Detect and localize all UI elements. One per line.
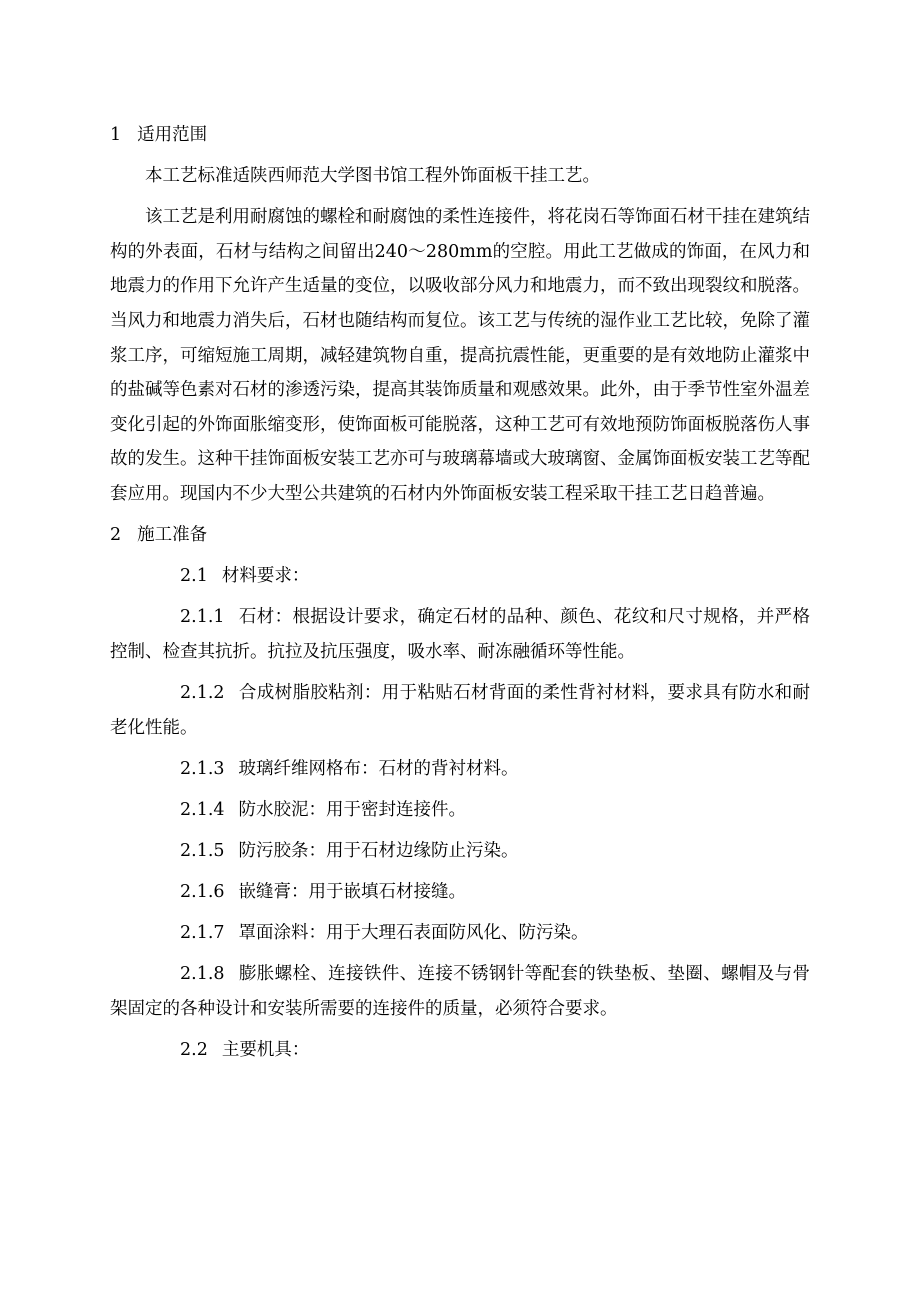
item-number: 2.1.7 [180, 922, 225, 943]
item-text: 膨胀螺栓、连接铁件、连接不锈钢针等配套的铁垫板、垫圈、螺帽及与骨架固定的各种设计和安装所需要的连接件的质量，必须符合要求。 [110, 964, 810, 1019]
item-text: 防污胶条：用于石材边缘防止污染。 [238, 840, 519, 861]
item-text: 防水胶泥：用于密封连接件。 [238, 799, 467, 820]
item-text: 嵌缝膏：用于嵌填石材接缝。 [238, 881, 467, 902]
paragraph-scope-intro: 本工艺标准适陕西师范大学图书馆工程外饰面板干挂工艺。 [145, 166, 600, 187]
section-number: 1 [110, 125, 122, 145]
item-number: 2.1.4 [180, 799, 225, 820]
item-number: 2.1.3 [180, 758, 225, 779]
section-heading-1 [110, 118, 810, 153]
list-item [110, 793, 810, 828]
item-number: 2.1 [180, 566, 208, 587]
list-item [110, 834, 810, 869]
item-text: 玻璃纤维网格布：石材的背衬材料。 [238, 758, 519, 779]
item-text: 主要机具： [221, 1039, 310, 1060]
list-item [110, 676, 810, 745]
item-number: 2.1.1 [180, 607, 225, 628]
item-text: 石材：根据设计要求，确定石材的品种、颜色、花纹和尺寸规格，并严格控制、检查其抗折。抗拉及抗压强度，吸水率、耐冻融循环等性能。 [110, 607, 810, 662]
paragraph-process-description: 该工艺是利用耐腐蚀的螺栓和耐腐蚀的柔性连接件，将花岗石等饰面石材干挂在建筑结构的外表面，石材与结构之间留出240～280mm的空腔。用此工艺做成的饰面，在风力和地震力的作用下允许产生适量的变位，以吸收部分风力和地震力，而不致出现裂纹和脱落。当风力和地震力消失后，石材也随结构而复位。该工艺与传统的湿作业工艺比较，免除了灌浆工序，可缩短施工周期，减轻建筑物自重，提高抗震性能，更重要的是有效地防止灌浆中的盐碱等色素对石材的渗透污染，提高其装饰质量和观感效果。此外，由于季节性室外温差变化引起的外饰面胀缩变形，使饰面板可能脱落，这种工艺可有效地预防饰面板脱落伤人事故的发生。这种干挂饰面板安装工艺亦可与玻璃幕墙或大玻璃窗、金属饰面板安装工艺等配套应用。现国内不少大型公共建筑的石材内外饰面板安装工程采取干挂工艺日趋普遍。 [110, 207, 810, 504]
list-item [110, 1033, 810, 1068]
list-item [110, 559, 810, 594]
item-text: 材料要求： [221, 566, 310, 587]
document-body [110, 118, 810, 1067]
item-number: 2.1.8 [180, 964, 225, 985]
section-number: 2 [110, 525, 122, 546]
section-title: 施工准备 [137, 525, 208, 546]
list-item [110, 916, 810, 951]
item-number: 2.2 [180, 1039, 208, 1060]
list-item [110, 600, 810, 669]
section-title: 适用范围 [137, 125, 208, 145]
item-number: 2.1.2 [180, 682, 225, 703]
list-item [110, 752, 810, 787]
section-heading-2 [110, 518, 810, 553]
list-item [110, 875, 810, 910]
item-number: 2.1.6 [180, 881, 225, 902]
item-number: 2.1.5 [180, 840, 225, 861]
list-item [110, 957, 810, 1026]
item-text: 罩面涂料：用于大理石表面防风化、防污染。 [238, 922, 589, 943]
item-text: 合成树脂胶粘剂：用于粘贴石材背面的柔性背衬材料，要求具有防水和耐老化性能。 [110, 682, 810, 738]
